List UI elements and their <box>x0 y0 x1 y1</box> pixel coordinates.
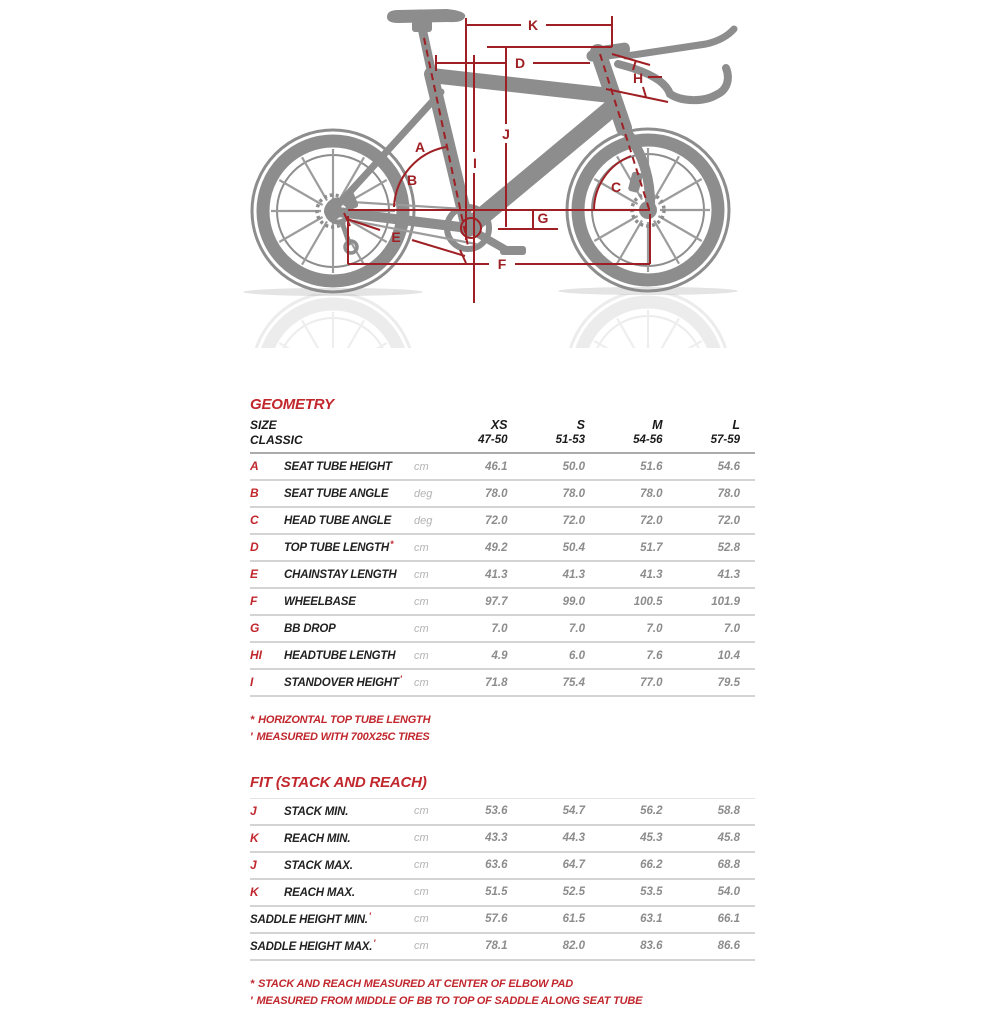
table-row <box>250 535 755 562</box>
value-l: 10.4 <box>717 649 740 662</box>
value-m: 66.2 <box>640 859 663 871</box>
value-s: 7.0 <box>569 622 585 635</box>
footnote: * HORIZONTAL TOP TUBE LENGTH <box>250 714 431 726</box>
value-s: 61.5 <box>562 913 585 925</box>
table-row <box>250 454 755 481</box>
value-l: 54.6 <box>717 460 740 473</box>
label-B: B <box>406 172 418 188</box>
value-l: 45.8 <box>717 832 740 844</box>
geometry-header <box>250 418 755 454</box>
table-row <box>250 670 755 697</box>
row-unit: deg <box>414 487 433 500</box>
value-s: 75.4 <box>562 676 585 689</box>
table-row <box>250 826 755 853</box>
value-m: 78.0 <box>640 487 663 500</box>
value-l: 66.1 <box>717 913 740 925</box>
row-unit: cm <box>414 595 429 608</box>
value-m: 63.1 <box>640 913 663 925</box>
size-column-header: XS 47-50 <box>478 418 508 446</box>
row-letter: A <box>250 459 259 473</box>
footnote: * STACK AND REACH MEASURED AT CENTER OF ELBOW PAD <box>250 978 573 990</box>
value-s: 54.7 <box>562 805 585 817</box>
value-l: 58.8 <box>717 805 740 817</box>
row-name: SADDLE HEIGHT MAX. <box>250 941 373 953</box>
label-D: D <box>514 55 526 71</box>
value-l: 86.6 <box>717 940 740 952</box>
row-footnote-mark: ′ <box>368 911 371 921</box>
table-row <box>250 799 755 826</box>
row-name: CHAINSTAY LENGTH <box>284 569 397 581</box>
value-xs: 63.6 <box>485 859 508 871</box>
value-xs: 7.0 <box>491 622 508 635</box>
value-m: 53.5 <box>640 886 663 898</box>
bike-geometry-diagram <box>0 0 1000 380</box>
value-xs: 43.3 <box>485 832 508 844</box>
row-footnote-mark: ′ <box>373 938 376 948</box>
value-l: 101.9 <box>711 595 740 608</box>
value-l: 41.3 <box>717 568 740 581</box>
value-xs: 72.0 <box>485 514 508 527</box>
label-I: I <box>473 155 477 171</box>
value-l: 78.0 <box>717 487 740 500</box>
value-m: 7.6 <box>646 649 663 662</box>
row-letter: K <box>250 885 259 899</box>
value-s: 82.0 <box>562 940 585 952</box>
row-footnote-mark: * <box>389 539 394 549</box>
value-s: 72.0 <box>562 514 585 527</box>
row-name: STACK MIN. <box>284 806 349 818</box>
value-xs: 51.5 <box>485 886 508 898</box>
row-unit: cm <box>414 622 429 635</box>
value-m: 83.6 <box>640 940 663 952</box>
value-m: 100.5 <box>633 595 663 608</box>
table-row <box>250 643 755 670</box>
value-xs: 71.8 <box>485 676 508 689</box>
value-m: 51.6 <box>640 460 663 473</box>
row-unit: cm <box>414 676 429 689</box>
value-xs: 78.0 <box>485 487 508 500</box>
size-label: SIZE <box>250 418 277 432</box>
row-name: SEAT TUBE ANGLE <box>284 488 389 500</box>
row-unit: cm <box>414 832 429 844</box>
value-s: 99.0 <box>562 595 585 608</box>
value-s: 64.7 <box>562 859 585 871</box>
geometry-title: GEOMETRY <box>250 396 334 413</box>
table-row <box>250 907 755 934</box>
value-xs: 4.9 <box>491 649 508 662</box>
label-G: G <box>537 210 549 226</box>
row-name: WHEELBASE <box>284 596 356 608</box>
table-row <box>250 934 755 961</box>
row-name: SADDLE HEIGHT MIN. <box>250 914 368 926</box>
value-m: 72.0 <box>640 514 663 527</box>
table-row <box>250 508 755 535</box>
row-unit: cm <box>414 886 429 898</box>
value-l: 72.0 <box>717 514 740 527</box>
value-s: 44.3 <box>562 832 585 844</box>
row-letter: E <box>250 567 259 581</box>
footnote: ′ MEASURED FROM MIDDLE OF BB TO TOP OF SADDLE ALONG SEAT TUBE <box>250 995 643 1007</box>
table-row <box>250 616 755 643</box>
value-s: 50.4 <box>562 541 585 554</box>
row-letter: HI <box>250 648 262 662</box>
footnote: ′ MEASURED WITH 700X25C TIRES <box>250 731 430 743</box>
value-xs: 53.6 <box>485 805 508 817</box>
row-unit: cm <box>414 460 429 473</box>
value-xs: 57.6 <box>485 913 508 925</box>
value-xs: 41.3 <box>485 568 508 581</box>
value-s: 41.3 <box>562 568 585 581</box>
fit-table <box>250 774 755 1010</box>
label-J: J <box>502 126 510 142</box>
row-letter: K <box>250 831 259 845</box>
value-l: 54.0 <box>717 886 740 898</box>
size-column-header: M 54-56 <box>633 418 663 446</box>
row-unit: cm <box>414 541 429 554</box>
row-name: STACK MAX. <box>284 860 353 872</box>
value-s: 50.0 <box>562 460 585 473</box>
label-E: E <box>391 229 401 245</box>
row-unit: cm <box>414 859 429 871</box>
row-name: REACH MAX. <box>284 887 355 899</box>
table-row <box>250 589 755 616</box>
value-xs: 97.7 <box>485 595 508 608</box>
row-letter: B <box>250 486 259 500</box>
value-m: 77.0 <box>640 676 663 689</box>
geometry-footnotes <box>250 712 755 746</box>
row-footnote-mark: ′ <box>399 674 402 684</box>
row-unit: cm <box>414 568 429 581</box>
row-name: REACH MIN. <box>284 833 351 845</box>
row-name: HEAD TUBE ANGLE <box>284 515 392 527</box>
fit-rows <box>250 798 755 961</box>
row-letter: G <box>250 621 260 635</box>
row-unit: deg <box>414 514 433 527</box>
value-m: 7.0 <box>646 622 663 635</box>
value-l: 79.5 <box>717 676 740 689</box>
row-letter: I <box>250 675 254 689</box>
label-A: A <box>414 139 426 155</box>
value-xs: 78.1 <box>485 940 508 952</box>
fit-footnotes <box>250 976 755 1010</box>
row-name: BB DROP <box>284 623 336 635</box>
size-column-header: S 51-53 <box>555 418 585 446</box>
row-name: HEADTUBE LENGTH <box>284 650 396 662</box>
value-m: 56.2 <box>640 805 663 817</box>
table-row <box>250 481 755 508</box>
value-l: 52.8 <box>717 541 740 554</box>
label-H: H <box>632 70 644 86</box>
fit-title: FIT (STACK AND REACH) <box>250 774 427 791</box>
geometry-table <box>250 396 755 746</box>
value-s: 6.0 <box>569 649 585 662</box>
row-letter: F <box>250 594 258 608</box>
row-unit: cm <box>414 940 429 952</box>
value-xs: 49.2 <box>485 541 508 554</box>
value-xs: 46.1 <box>485 460 508 473</box>
table-row <box>250 880 755 907</box>
row-name: SEAT TUBE HEIGHT <box>284 461 392 473</box>
value-m: 41.3 <box>640 568 663 581</box>
row-name: STANDOVER HEIGHT <box>284 677 399 689</box>
label-F: F <box>497 256 507 272</box>
value-l: 7.0 <box>724 622 740 635</box>
value-m: 51.7 <box>640 541 663 554</box>
label-C: C <box>610 179 622 195</box>
label-K: K <box>527 17 539 33</box>
geometry-rows <box>250 454 755 697</box>
value-s: 52.5 <box>562 886 585 898</box>
table-row <box>250 562 755 589</box>
row-letter: D <box>250 540 259 554</box>
row-letter: J <box>250 804 257 818</box>
size-column-header: L 57-59 <box>710 418 740 446</box>
table-row <box>250 853 755 880</box>
row-name: TOP TUBE LENGTH <box>284 542 389 554</box>
row-letter: J <box>250 858 257 872</box>
value-s: 78.0 <box>562 487 585 500</box>
value-m: 45.3 <box>640 832 663 844</box>
size-header <box>250 418 445 448</box>
row-letter: C <box>250 513 259 527</box>
row-unit: cm <box>414 805 429 817</box>
class-label: CLASSIC <box>250 433 303 447</box>
value-l: 68.8 <box>717 859 740 871</box>
row-unit: cm <box>414 649 429 662</box>
row-unit: cm <box>414 913 429 925</box>
